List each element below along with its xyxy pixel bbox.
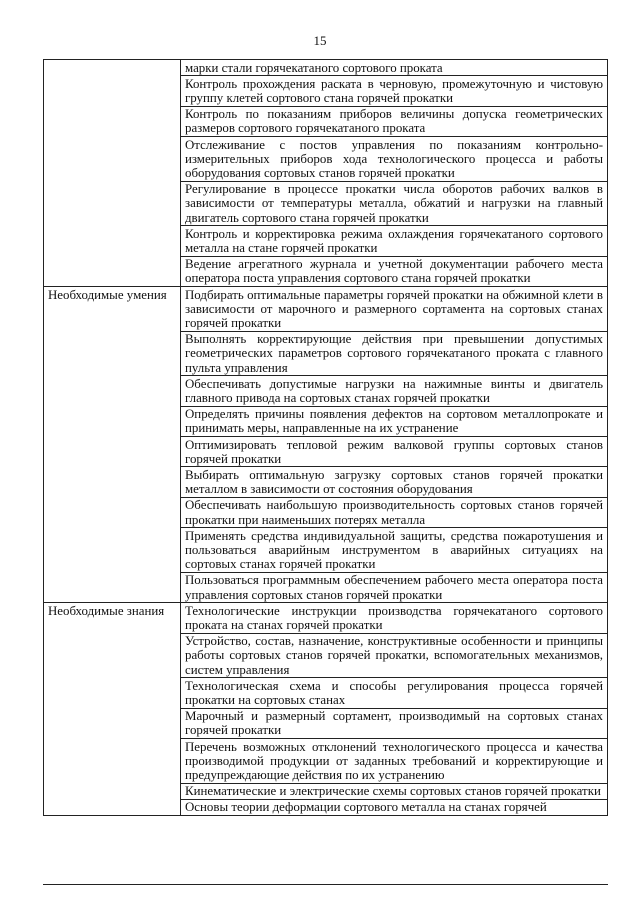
table-cell: Устройство, состав, назначение, конструктивные особенности и принципы работы сортовых станов горячей прокатки, вспомогательных механизмов, систем управления [181,633,608,678]
table-cell: Применять средства индивидуальной защиты, средства пожаротушения и пользоваться аварийным инструментом в аварийных ситуациях на сортовых станах горячей прокатки [181,528,608,573]
table-row [44,287,608,332]
table-cell: марки стали горячекатаного сортового проката [181,60,608,76]
table-cell: Определять причины появления дефектов на сортовом металлопрокате и принимать меры, направленные на их устранение [181,406,608,436]
section-label-knowledge: Необходимые знания [44,603,181,816]
table-cell: Контроль и корректировка режима охлаждения горячекатаного сортового металла на стане горячей прокатки [181,226,608,256]
table-cell: Ведение агрегатного журнала и учетной документации рабочего места оператора поста управления сортового стана горячей прокатки [181,256,608,286]
table-cell: Марочный и размерный сортамент, производимый на сортовых станах горячей прокатки [181,708,608,738]
table-cell: Основы теории деформации сортового металла на станах горячей [181,799,608,815]
table-row [44,603,608,633]
table-cell: Технологическая схема и способы регулирования процесса горячей прокатки на сортовых станах [181,678,608,708]
table-cell: Отслеживание с постов управления по показаниям контрольно-измерительных приборов хода технологического процесса и работы оборудования сортовых станов горячей прокатки [181,137,608,182]
table-cell: Пользоваться программным обеспечением рабочего места оператора поста управления сортовых станов горячей прокатки [181,572,608,602]
table-cell: Обеспечивать наибольшую производительность сортовых станов горячей прокатки при наименьших потерях металла [181,497,608,527]
table-cell: Обеспечивать допустимые нагрузки на нажимные винты и двигатель главного привода на сортовых станах горячей прокатки [181,376,608,406]
page-number: 15 [313,33,327,48]
table-cell: Выбирать оптимальную загрузку сортовых станов горячей прокатки металлом в зависимости от состояния оборудования [181,467,608,497]
table-cell: Выполнять корректирующие действия при превышении допустимых геометрических параметров сортового горячекатаного проката с главного пульта управления [181,331,608,376]
table-cell: Регулирование в процессе прокатки числа оборотов рабочих валков в зависимости от температуры металла, обжатий и нагрузки на главный двигатель сортового стана горячей прокатки [181,181,608,226]
table-cell: Технологические инструкции производства горячекатаного сортового проката на станах горячей прокатки [181,603,608,633]
section-label [44,60,181,287]
table-cell: Контроль прохождения раската в черновую, промежуточную и чистовую группу клетей сортового стана горячей прокатки [181,76,608,106]
page-bottom-rule [43,884,608,885]
competency-table [43,59,608,816]
table-cell: Контроль по показаниям приборов величины допуска геометрических размеров сортового горячекатаного проката [181,106,608,136]
table-cell: Оптимизировать тепловой режим валковой группы сортовых станов горячей прокатки [181,437,608,467]
table-cell: Перечень возможных отклонений технологического процесса и качества производимой продукции от заданных требований и корректирующие и предупреждающие действия по их устранению [181,739,608,784]
section-label-skills: Необходимые умения [44,287,181,603]
table-row [44,60,608,76]
table-cell: Подбирать оптимальные параметры горячей прокатки на обжимной клети в зависимости от марочного и размерного сортамента на сортовых станах горячей прокатки [181,287,608,332]
table-cell: Кинематические и электрические схемы сортовых станов горячей прокатки [181,783,608,799]
